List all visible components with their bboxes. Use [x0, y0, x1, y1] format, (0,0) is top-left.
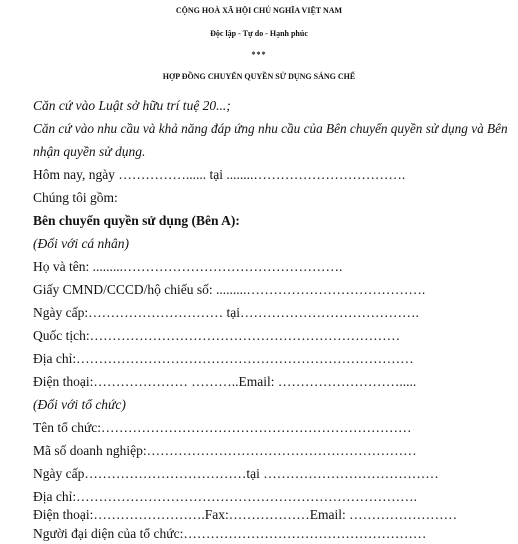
id-number-field: Giấy CMND/CCCD/hộ chiếu số: .........………………………………….: [33, 282, 426, 297]
country-heading: CỘNG HOÀ XÃ HỘI CHỦ NGHĨA VIỆT NAM: [175, 6, 343, 15]
issue-date-field: Ngày cấp:………………………… tại………………………………….: [33, 305, 419, 320]
full-name-field: Họ và tên: .........………………………………………….: [33, 259, 343, 274]
individual-note: (Đối với cá nhân): [33, 236, 130, 251]
org-contact-field: Điện thoại:…………………….Fax:………………Email: ……………………: [33, 507, 458, 522]
address-field: Địa chỉ:…………………………………………………………………: [33, 351, 414, 366]
org-address-field: Địa chỉ:………………………………………………………………….: [33, 489, 417, 504]
org-name-field: Tên tổ chức:……………………………………………………………: [33, 420, 412, 435]
org-issue-date-field: Ngày cấp………………………………tại …………………………………: [33, 466, 439, 481]
parties-intro: Chúng tôi gồm:: [33, 190, 118, 205]
basis-need-line2: nhận quyền sử dụng.: [33, 144, 146, 159]
basis-need-line1: Căn cứ vào nhu cầu và khả năng đáp ứng nhu cầu của Bên chuyển quyền sử dụng và Bên: [33, 121, 508, 136]
date-place-line: Hôm nay, ngày ……………...... tại ........…………………………….: [33, 167, 406, 182]
separator: ***: [251, 50, 267, 59]
nationality-field: Quốc tịch:……………………………………………………………: [33, 328, 401, 343]
motto: Độc lập - Tự do - Hạnh phúc: [210, 29, 308, 38]
party-a-heading: Bên chuyển quyền sử dụng (Bên A):: [33, 213, 240, 228]
representative-field: Người đại diện của tổ chức:………………………………………………: [33, 526, 427, 541]
tax-code-field: Mã số doanh nghiệp:……………………………………………………: [33, 443, 417, 458]
basis-law: Căn cứ vào Luật sở hữu trí tuệ 20...;: [33, 98, 231, 113]
document-title: HỢP ĐỒNG CHUYỂN QUYỀN SỬ DỤNG SÁNG CHẾ: [162, 72, 356, 81]
phone-email-field: Điện thoại:………………… ………..Email: ……………………….....: [33, 374, 417, 389]
organization-note: (Đối với tổ chức): [33, 397, 126, 412]
